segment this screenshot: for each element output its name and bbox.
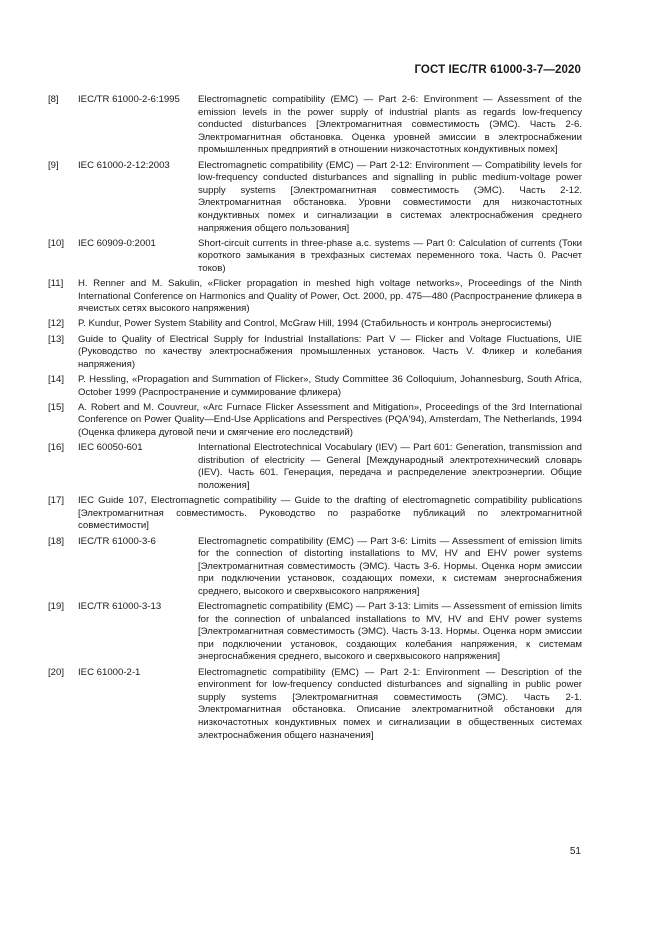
reference-code: IEC/TR 61000-2-6:1995	[78, 94, 180, 105]
reference-number: [18]	[48, 535, 65, 547]
bibliography-list	[48, 94, 582, 745]
reference-description: A. Robert and M. Couvreur, «Arc Furnace Flicker Assessment and Mitigation», Proceedings of the 3rd International Conference on Power Quality—End-Use Applications and Perspectives (PQA'94), Amsterdam, The Netherlands, 1994 (Оценка фликера дуговой печи и смягчение его последствий)	[78, 401, 582, 438]
reference-item-10	[48, 238, 582, 276]
reference-code: IEC 61000-2-1	[78, 666, 141, 678]
reference-item-14	[48, 374, 582, 399]
reference-code: IEC 61000-2-12:2003	[78, 159, 170, 171]
reference-item-17	[48, 495, 582, 533]
reference-number: [19]	[48, 601, 65, 613]
reference-description: Electromagnetic compatibility (EMC) — Part 2-6: Environment — Assessment of the emission levels in the power supply of industrial plants as regards low-frequency conducted disturbances [Электромагнитная совместимость (ЭМС). Часть 2-6. Электромагнитная обстановка. Оценка уровней эмиссии в электроснабжении промышленных предприятий в отношении низкочастотных кондуктивных помех]	[198, 94, 582, 156]
reference-description: Electromagnetic compatibility (EMC) — Part 3-6: Limits — Assessment of emission limits for the connection of distorting installations to MV, HV and EHV power systems [Электромагнитная совместимость (ЭМС). Часть 3-6. Нормы. Оценка норм эмиссии при подключении установок, создающих помехи, к системам энергоснабжения среднего, высокого и сверхвысокого напряжения]	[198, 535, 582, 597]
reference-item-20	[48, 667, 582, 743]
reference-number: [13]	[48, 333, 65, 345]
reference-item-12	[48, 318, 582, 331]
reference-item-19	[48, 601, 582, 664]
reference-code: IEC 60050-601	[78, 442, 143, 454]
reference-description: Electromagnetic compatibility (EMC) — Part 3-13: Limits — Assessment of emission limits for the connection of unbalanced installations to MV, HV and EHV power systems [Электромагнитная совместимость (ЭМС). Часть 3-13. Нормы. Оценка норм эмиссии при подключении установок, создающих колебания напряжения, к системам энергоснабжения среднего, высокого и сверхвысокого напряжения]	[198, 601, 582, 663]
reference-description: H. Renner and M. Sakulin, «Flicker propagation in meshed high voltage networks», Proceedings of the Ninth International Conference on Harmonics and Quality of Power, Oct. 2000, pp. 475—480 (Распространение фликера в ячеистых сетях высокого напряжения)	[78, 278, 582, 315]
reference-description: Short-circuit currents in three-phase a.c. systems — Part 0: Calculation of currents (Токи короткого замыкания в трехфазных системах переменного тока. Часть 0. Расчет токов)	[198, 237, 582, 274]
reference-number: [15]	[48, 401, 65, 413]
reference-code: IEC/TR 61000-3-13	[78, 601, 162, 613]
reference-code: IEC 60909-0:2001	[78, 237, 156, 249]
reference-description: Electromagnetic compatibility (EMC) — Part 2-12: Environment — Compatibility levels for low-frequency conducted disturbances and signalling in public medium-voltage power supply systems [Электромагнитная совместимость (ЭМС). Часть 2-12. Электромагнитная обстановка. Уровни совместимости для низкочастотных кондуктивных помех и сигнализации в системах электроснабжения среднего напряжения общего пользования]	[198, 159, 582, 234]
page-header: ГОСТ IEC/TR 61000-3-7—2020	[414, 64, 581, 76]
reference-number: [11]	[48, 278, 64, 290]
reference-description: P. Kundur, Power System Stability and Control, McGraw Hill, 1994 (Стабильность и контроль энергосистемы)	[78, 318, 552, 330]
reference-item-9	[48, 160, 582, 236]
reference-description: P. Hessling, «Propagation and Summation of Flicker», Study Committee 36 Colloquium, Johannesburg, South Africa, October 1999 (Распространение и суммирование фликера)	[78, 374, 582, 398]
reference-number: [20]	[48, 666, 65, 678]
reference-item-16	[48, 442, 582, 492]
reference-number: [8]	[48, 94, 59, 105]
reference-item-13	[48, 334, 582, 372]
reference-description: Guide to Quality of Electrical Supply for Industrial Installations: Part V — Flicker and Voltage Fluctuations, UIE (Руководство по качеству электроснабжения промышленных установок. Часть V. Фликер и колебания напряжения)	[78, 333, 582, 370]
reference-item-11	[48, 278, 582, 316]
reference-number: [16]	[48, 442, 65, 454]
reference-code: IEC/TR 61000-3-6	[78, 535, 156, 547]
reference-description: International Electrotechnical Vocabulary (IEV) — Part 601: Generation, transmission and distribution of electricity — General [Международный электротехнический словарь (IEV). Часть 601. Генерация, передача и распределение электроэнергии. Общие положения]	[198, 442, 582, 491]
reference-number: [10]	[48, 237, 65, 249]
reference-number: [9]	[48, 159, 59, 171]
reference-description: Electromagnetic compatibility (EMC) — Part 2-1: Environment — Description of the environment for low-frequency conducted disturbances and signalling in public power supply systems [Электромагнитная совместимость (ЭМС). Часть 2-1. Электромагнитная обстановка. Описание электромагнитной обстановки для низкочастотных кондуктивных помех и сигнализации в общественных системах электроснабжения общего назначения]	[198, 666, 582, 741]
page-number: 51	[569, 846, 581, 857]
reference-item-18	[48, 536, 582, 599]
reference-description: IEC Guide 107, Electromagnetic compatibility — Guide to the drafting of electromagnetic compatibility publications [Электромагнитная совместимость. Руководство по разработке публикаций по электромагнитной совместимости]	[78, 495, 582, 532]
reference-number: [14]	[48, 374, 65, 386]
reference-item-15	[48, 402, 582, 440]
reference-item-8	[48, 94, 582, 157]
reference-number: [12]	[48, 318, 65, 330]
reference-number: [17]	[48, 495, 65, 507]
